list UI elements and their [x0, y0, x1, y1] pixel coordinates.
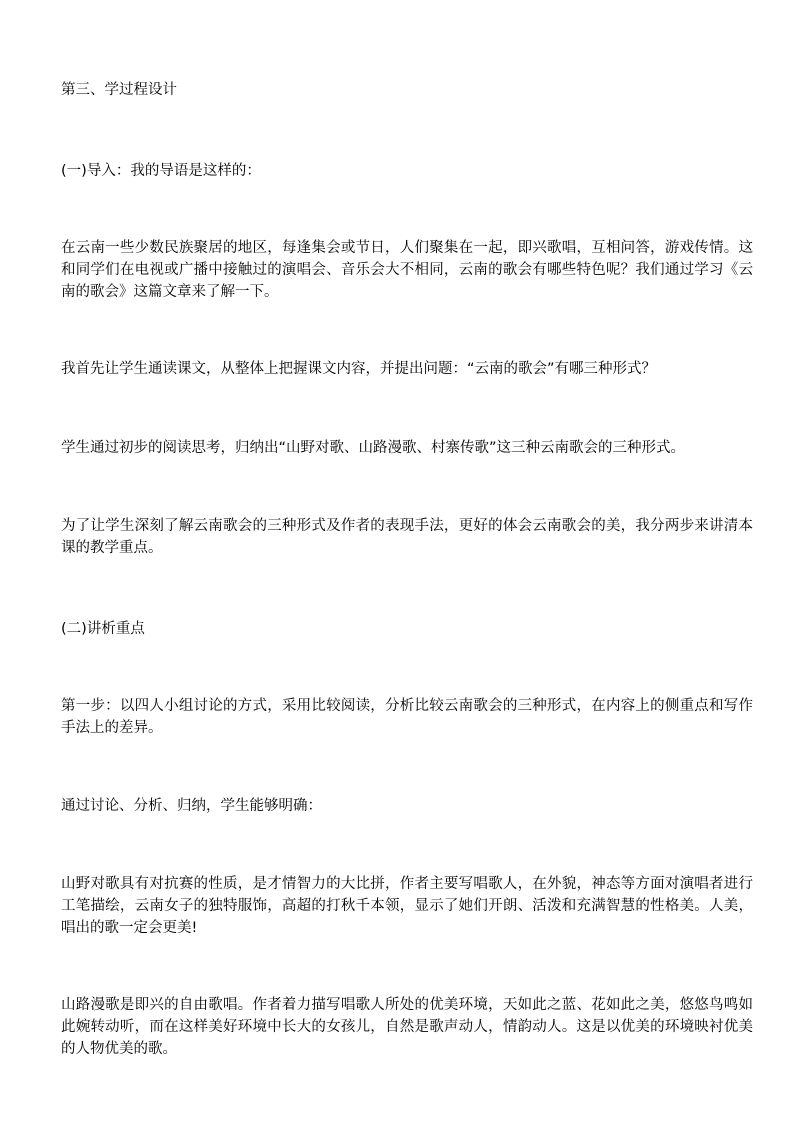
discussion-paragraph: 通过讨论、分析、归纳，学生能够明确：	[61, 798, 322, 814]
mountain-song-paragraph: 山野对歌具有对抗赛的性质，是才情智力的大比拼，作者主要写唱歌人，在外貌，神态等方面对演唱者进行工笔描绘，云南女子的独特服饰，高超的打秋千本领，显示了她们开朗、活泼和充满智慧的性格美。人美，唱出的歌一定会更美!	[61, 876, 753, 936]
reading-question-paragraph: 我首先让学生通读课文，从整体上把握课文内容，并提出问题：“云南的歌会”有哪三种形式？	[61, 361, 657, 377]
student-summary-paragraph: 学生通过初步的阅读思考，归纳出“山野对歌、山路漫歌、村寨传歌”这三种云南歌会的三种形式。	[61, 440, 686, 456]
road-song-paragraph: 山路漫歌是即兴的自由歌唱。作者着力描写唱歌人所处的优美环境，天如此之蓝、花如此之美，悠悠鸟鸣如此婉转动听，而在这样美好环境中长大的女孩儿，自然是歌声动人，情韵动人。这是以优美的环境映衬优美的人物优美的歌。	[61, 997, 753, 1057]
analysis-title: (二)讲析重点	[61, 621, 145, 637]
teaching-steps-paragraph: 为了让学生深刻了解云南歌会的三种形式及作者的表现手法，更好的体会云南歌会的美，我分两步来讲清本课的教学重点。	[61, 518, 753, 556]
section-heading: 第三、学过程设计	[61, 82, 177, 98]
step-one-paragraph: 第一步：以四人小组讨论的方式，采用比较阅读，分析比较云南歌会的三种形式，在内容上的侧重点和写作手法上的差异。	[61, 698, 753, 736]
intro-paragraph: 在云南一些少数民族聚居的地区，每逢集会或节日，人们聚集在一起，即兴歌唱，互相问答，游戏传情。这和同学们在电视或广播中接触过的演唱会、音乐会大不相同，云南的歌会有哪些特色呢？我们通过学习《云南的歌会》这篇文章来了解一下。	[61, 240, 753, 300]
intro-title: (一)导入：我的导语是这样的：	[61, 163, 261, 179]
